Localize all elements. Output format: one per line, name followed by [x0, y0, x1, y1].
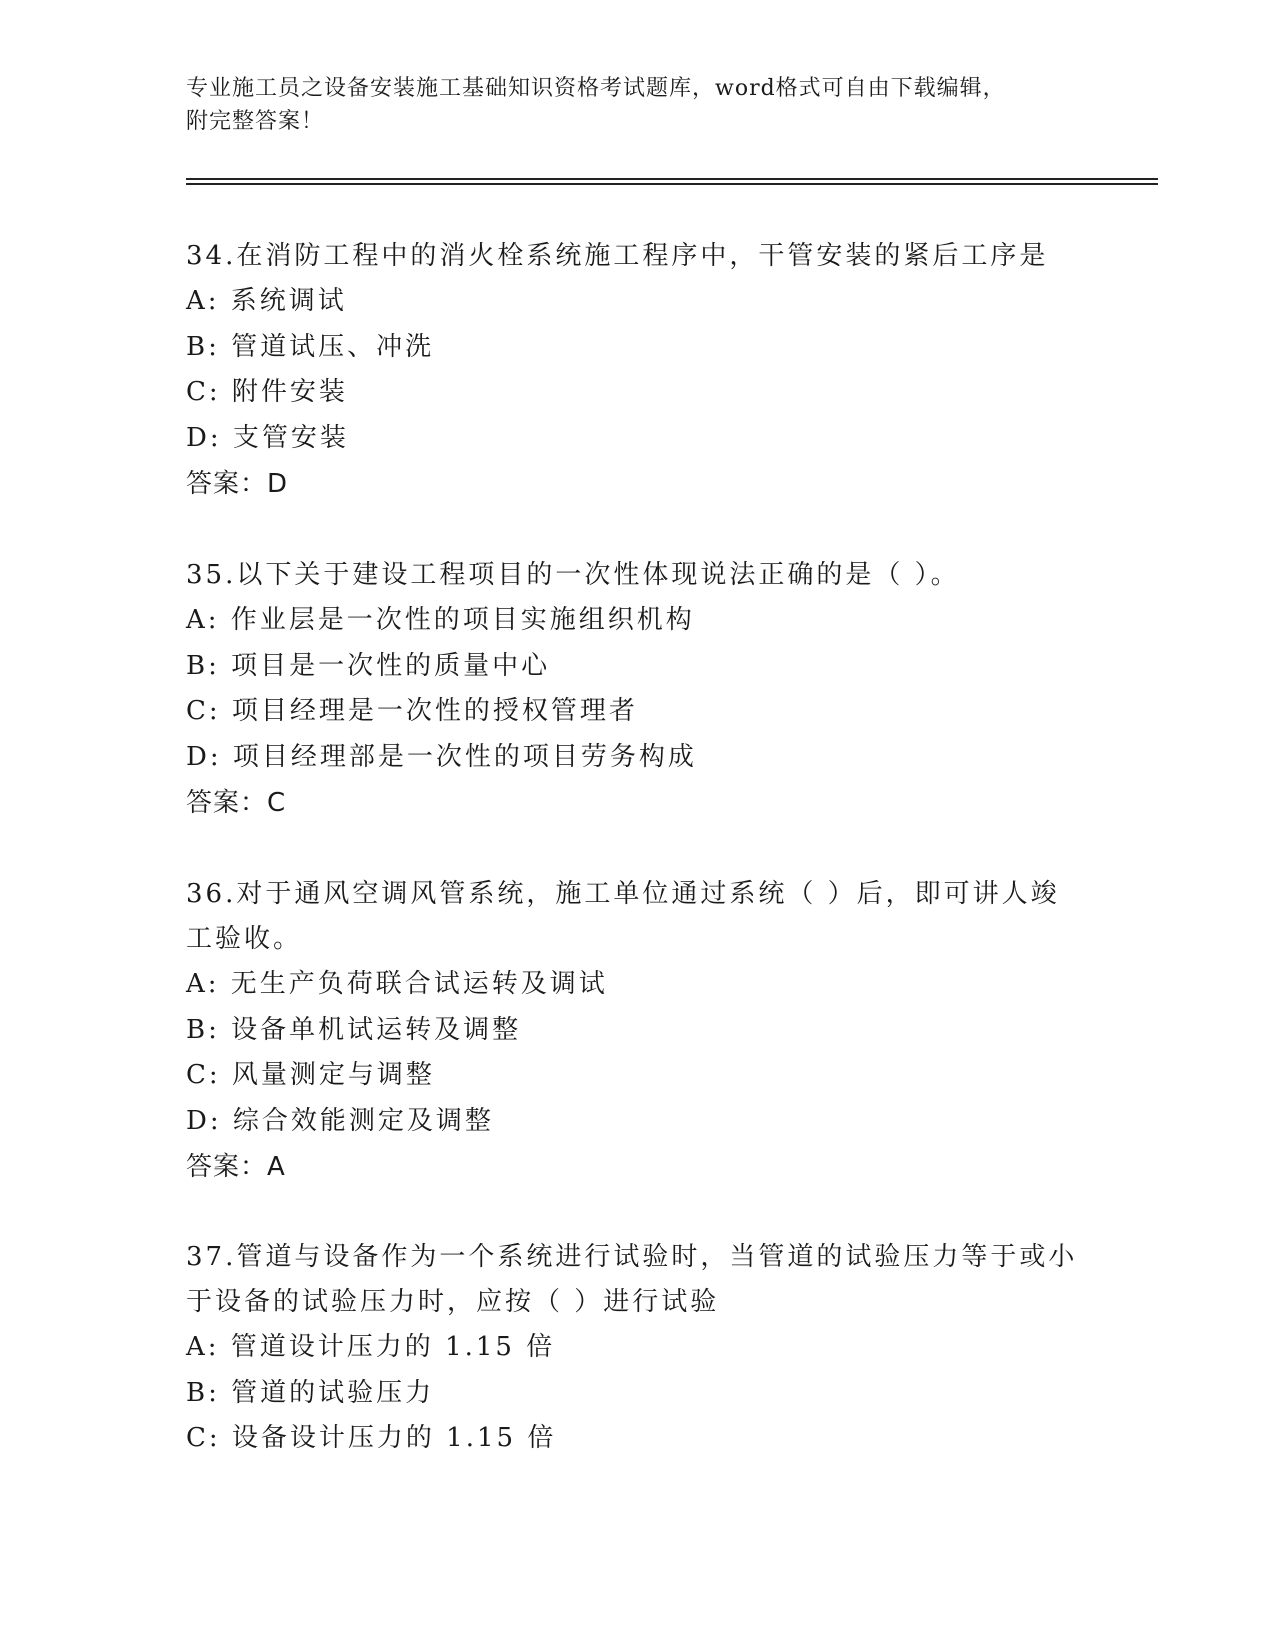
option-c: C: 项目经理是一次性的授权管理者	[186, 696, 638, 726]
option-c: C: 附件安装	[186, 377, 348, 407]
option-d: D: 项目经理部是一次性的项目劳务构成	[186, 741, 697, 772]
header-divider-top	[186, 178, 1158, 180]
question-37	[186, 1235, 1086, 1462]
option-b: B: 设备单机试运转及调整	[186, 1014, 522, 1045]
header-line-1: 专业施工员之设备安装施工基础知识资格考试题库，word格式可自由下载编辑，	[186, 76, 1006, 101]
question-stem: 34.在消防工程中的消火栓系统施工程序中，干管安装的紧后工序是	[186, 241, 1049, 271]
option-b: B: 项目是一次性的质量中心	[186, 650, 551, 681]
document-header	[186, 72, 1086, 138]
answer: 答案：A	[186, 1152, 286, 1182]
option-b: B: 管道试压、冲洗	[186, 331, 435, 362]
question-36	[186, 872, 1086, 1190]
header-divider-bottom	[186, 183, 1158, 185]
question-35	[186, 553, 1086, 826]
answer: 答案：D	[186, 469, 289, 499]
option-d: D: 支管安装	[186, 422, 349, 453]
question-stem-line-1: 37.管道与设备作为一个系统进行试验时，当管道的试验压力等于或小	[186, 1242, 1078, 1272]
question-stem-line-2: 于设备的试验压力时，应按（ ）进行试验	[186, 1287, 720, 1317]
option-a: A: 系统调试	[186, 286, 347, 316]
question-stem: 35.以下关于建设工程项目的一次性体现说法正确的是（ ）。	[186, 560, 960, 590]
question-34	[186, 234, 1086, 507]
question-stem-line-1: 36.对于通风空调风管系统，施工单位通过系统（ ）后，即可讲人竣	[186, 879, 1060, 909]
option-a: A: 无生产负荷联合试运转及调试	[186, 969, 608, 999]
option-c: C: 风量测定与调整	[186, 1060, 435, 1090]
question-stem-line-2: 工验收。	[186, 924, 303, 954]
header-line-2: 附完整答案！	[186, 109, 325, 134]
answer: 答案：C	[186, 788, 287, 818]
option-c: C: 设备设计压力的 1.15 倍	[186, 1423, 557, 1453]
option-a: A: 管道设计压力的 1.15 倍	[186, 1332, 556, 1362]
option-a: A: 作业层是一次性的项目实施组织机构	[186, 605, 695, 635]
option-b: B: 管道的试验压力	[186, 1377, 435, 1408]
option-d: D: 综合效能测定及调整	[186, 1105, 494, 1136]
